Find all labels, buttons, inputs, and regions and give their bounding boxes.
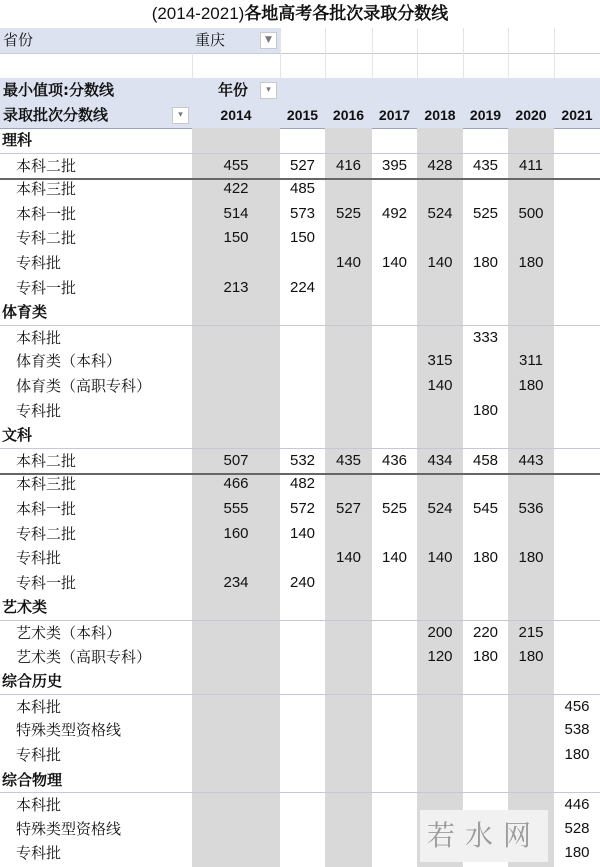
- grid-line: [280, 28, 281, 53]
- table-row: [0, 374, 600, 399]
- sheet-title: [0, 0, 600, 28]
- table-row: [0, 472, 600, 497]
- value-cell[interactable]: 160: [223, 524, 249, 542]
- value-cell[interactable]: 443: [518, 451, 544, 469]
- value-cell[interactable]: 215: [518, 624, 544, 641]
- row-label[interactable]: 艺术类（本科）: [16, 624, 122, 642]
- value-cell[interactable]: 240: [289, 573, 316, 591]
- row-label[interactable]: 专科一批: [16, 278, 77, 297]
- row-label[interactable]: 本科一批: [16, 204, 77, 223]
- value-cell[interactable]: 213: [223, 278, 249, 296]
- value-cell[interactable]: 538: [564, 721, 590, 739]
- group-row: [0, 669, 600, 694]
- value-cell[interactable]: 500: [518, 204, 544, 222]
- row-label[interactable]: 本科二批: [16, 156, 77, 175]
- table-row: [0, 522, 600, 547]
- value-cell[interactable]: 140: [427, 549, 453, 567]
- row-label[interactable]: 体育类: [2, 303, 48, 322]
- value-cell[interactable]: 572: [289, 500, 316, 517]
- value-cell[interactable]: 180: [564, 844, 590, 862]
- row-label[interactable]: 体育类（高职专科）: [16, 377, 152, 395]
- value-cell[interactable]: 180: [472, 254, 499, 271]
- table-row: [0, 276, 600, 301]
- title-years: (2014-2021): [151, 4, 245, 23]
- value-cell[interactable]: 220: [472, 624, 499, 641]
- table-row: [0, 153, 600, 181]
- value-cell[interactable]: 527: [289, 156, 316, 174]
- value-cell[interactable]: 140: [427, 254, 453, 271]
- row-label[interactable]: 本科三批: [16, 475, 77, 494]
- row-label[interactable]: 本科批: [16, 796, 62, 815]
- value-cell[interactable]: 492: [381, 204, 408, 222]
- table-row: [0, 325, 600, 351]
- row-label[interactable]: 专科批: [16, 746, 62, 764]
- value-cell[interactable]: 525: [335, 204, 362, 222]
- report-filter-row: [0, 28, 600, 54]
- value-cell[interactable]: 528: [564, 819, 590, 837]
- row-label[interactable]: 专科批: [16, 254, 62, 272]
- value-cell[interactable]: 180: [564, 746, 590, 763]
- value-cell[interactable]: 435: [335, 451, 362, 469]
- value-cell[interactable]: 140: [335, 254, 362, 271]
- pivot-header-row-2: [0, 103, 600, 129]
- grid-line: [463, 53, 464, 78]
- table-row: [0, 226, 600, 251]
- value-cell[interactable]: 458: [472, 451, 499, 469]
- value-cell[interactable]: 525: [472, 204, 499, 222]
- pivot-header-row-1: [0, 78, 600, 103]
- value-cell[interactable]: 436: [381, 451, 408, 469]
- value-cell[interactable]: 524: [427, 204, 453, 222]
- value-cell[interactable]: 422: [223, 180, 249, 198]
- table-row: [0, 399, 600, 424]
- table-row: [0, 694, 600, 720]
- row-label[interactable]: 理科: [2, 131, 33, 149]
- row-field-label: 录取批次分数线: [3, 106, 109, 124]
- value-cell[interactable]: 180: [472, 647, 499, 665]
- row-label[interactable]: 艺术类（高职专科）: [16, 647, 152, 666]
- row-label[interactable]: 专科批: [16, 844, 62, 863]
- value-cell[interactable]: 482: [289, 475, 316, 493]
- value-cell[interactable]: 180: [518, 647, 544, 665]
- year-header-2016[interactable]: 2016: [332, 107, 365, 123]
- grid-line: [372, 28, 373, 53]
- value-cell[interactable]: 180: [518, 377, 544, 394]
- grid-line: [325, 53, 326, 78]
- value-field-label: 最小值项:分数线: [3, 81, 114, 99]
- value-cell[interactable]: 140: [427, 377, 453, 394]
- year-header-2017[interactable]: 2017: [378, 107, 411, 123]
- grid-line: [372, 53, 373, 78]
- value-cell[interactable]: 435: [472, 156, 499, 174]
- value-cell[interactable]: 514: [223, 204, 249, 222]
- group-row: [0, 423, 600, 448]
- row-label[interactable]: 本科三批: [16, 180, 77, 199]
- table-row: [0, 349, 600, 374]
- filter-value[interactable]: 重庆: [195, 31, 226, 49]
- row-label[interactable]: 本科一批: [16, 500, 77, 518]
- value-cell[interactable]: 234: [223, 573, 249, 591]
- value-cell[interactable]: 524: [427, 500, 453, 517]
- year-header-2015[interactable]: 2015: [286, 107, 319, 123]
- value-cell[interactable]: 573: [289, 204, 316, 222]
- row-label[interactable]: 本科批: [16, 328, 62, 347]
- value-cell[interactable]: 455: [223, 156, 249, 174]
- value-cell[interactable]: 527: [335, 500, 362, 517]
- value-cell[interactable]: 150: [289, 229, 316, 247]
- year-header-2018[interactable]: 2018: [424, 107, 456, 123]
- group-row: [0, 128, 600, 153]
- watermark: 若水网: [420, 810, 548, 862]
- row-label[interactable]: 体育类（本科）: [16, 352, 122, 371]
- value-cell[interactable]: 200: [427, 624, 453, 641]
- value-cell[interactable]: 180: [472, 549, 499, 567]
- row-label[interactable]: 本科二批: [16, 451, 77, 470]
- value-cell[interactable]: 545: [472, 500, 499, 517]
- value-cell[interactable]: 446: [564, 796, 590, 814]
- filter-cell-bg: [0, 28, 280, 53]
- row-label[interactable]: 艺术类: [2, 598, 48, 617]
- group-row: [0, 300, 600, 325]
- grid-line: [192, 53, 193, 78]
- value-cell[interactable]: 395: [381, 156, 408, 174]
- table-row: [0, 571, 600, 596]
- table-row: [0, 202, 600, 227]
- value-cell[interactable]: 428: [427, 156, 453, 174]
- grid-line: [417, 53, 418, 78]
- year-header-2021[interactable]: 2021: [561, 107, 593, 123]
- column-field-dropdown-icon[interactable]: ▾: [260, 82, 277, 99]
- value-cell[interactable]: 456: [564, 697, 590, 715]
- value-cell[interactable]: 525: [381, 500, 408, 517]
- row-label[interactable]: 专科批: [16, 549, 62, 568]
- value-cell[interactable]: 120: [427, 647, 453, 665]
- year-header-2014[interactable]: 2014: [220, 107, 252, 123]
- value-cell[interactable]: 150: [223, 229, 249, 247]
- group-row: [0, 768, 600, 793]
- value-cell[interactable]: 311: [519, 352, 543, 370]
- row-label[interactable]: 专科批: [16, 401, 62, 420]
- table-row: [0, 645, 600, 670]
- row-label[interactable]: 专科一批: [16, 573, 77, 592]
- value-cell[interactable]: 140: [381, 254, 408, 271]
- grid-line: [554, 53, 555, 78]
- row-label[interactable]: 特殊类型资格线: [16, 819, 122, 838]
- row-label[interactable]: 综合物理: [2, 770, 63, 789]
- grid-line: [554, 28, 555, 53]
- row-label[interactable]: 文科: [2, 426, 33, 445]
- value-cell[interactable]: 333: [472, 328, 499, 346]
- grid-line: [463, 28, 464, 53]
- year-header-2019[interactable]: 2019: [469, 107, 502, 123]
- row-label[interactable]: 专科二批: [16, 229, 77, 248]
- blank-row: [0, 53, 600, 78]
- value-cell[interactable]: 140: [381, 549, 408, 567]
- value-cell[interactable]: 180: [518, 254, 544, 271]
- table-row: [0, 497, 600, 522]
- row-label[interactable]: 本科批: [16, 697, 62, 716]
- column-field-label: 年份: [218, 81, 249, 99]
- table-row: [0, 620, 600, 646]
- title-text: 各地高考各批次录取分数线: [244, 4, 449, 24]
- value-cell[interactable]: 224: [289, 278, 316, 296]
- table-row: [0, 743, 600, 768]
- group-row: [0, 595, 600, 620]
- filter-funnel-icon[interactable]: ▼: [260, 32, 277, 49]
- value-cell[interactable]: 416: [335, 156, 362, 174]
- value-cell[interactable]: 434: [427, 451, 453, 469]
- row-label[interactable]: 特殊类型资格线: [16, 721, 122, 740]
- grid-line: [417, 28, 418, 53]
- value-cell[interactable]: 532: [289, 451, 316, 469]
- value-cell[interactable]: 485: [289, 180, 316, 198]
- year-header-2020[interactable]: 2020: [515, 107, 547, 123]
- table-row: [0, 177, 600, 202]
- value-cell[interactable]: 411: [519, 156, 543, 174]
- table-row: [0, 251, 600, 276]
- table-row: [0, 448, 600, 476]
- row-field-dropdown-icon[interactable]: ▾: [172, 107, 189, 124]
- value-cell[interactable]: 140: [289, 524, 316, 542]
- value-cell[interactable]: 315: [427, 352, 453, 370]
- row-label[interactable]: 综合历史: [2, 672, 63, 691]
- value-cell[interactable]: 180: [518, 549, 544, 567]
- value-cell[interactable]: 536: [518, 500, 544, 517]
- grid-line: [280, 53, 281, 78]
- value-cell[interactable]: 507: [223, 451, 249, 469]
- value-cell[interactable]: 466: [223, 475, 249, 493]
- grid-line: [508, 28, 509, 53]
- value-cell[interactable]: 180: [472, 401, 499, 419]
- value-cell[interactable]: 555: [223, 500, 249, 517]
- table-row: [0, 718, 600, 743]
- value-cell[interactable]: 140: [335, 549, 362, 567]
- table-row: [0, 546, 600, 571]
- grid-line: [325, 28, 326, 53]
- grid-line: [508, 53, 509, 78]
- row-label[interactable]: 专科二批: [16, 524, 77, 543]
- filter-label: 省份: [3, 31, 34, 49]
